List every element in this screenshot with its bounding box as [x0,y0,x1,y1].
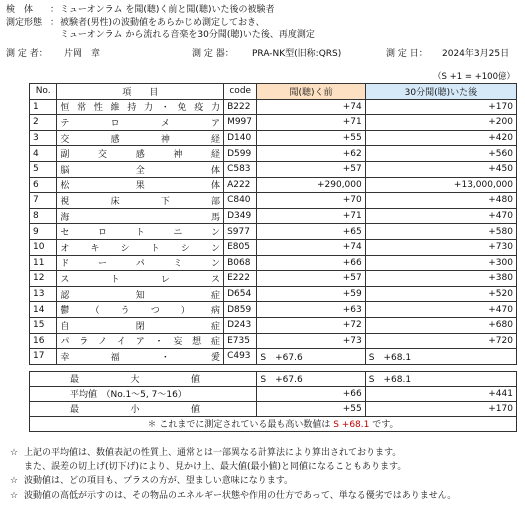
row-code: E805 [224,239,257,255]
table-row-17 [30,349,517,365]
row-item [57,99,224,115]
row-before: +63 [257,302,365,318]
row-before: +62 [257,146,365,162]
tester-name: 片岡 章 [64,49,101,59]
row-no: 7 [30,193,57,209]
table-row [30,333,517,349]
max-label: 最 大 値 [70,375,200,386]
max-label-cell [30,371,257,386]
table-row [30,224,517,240]
row-item-text: 副 交 感 神 経 [60,150,221,161]
row-item-text: 松 果 体 [60,181,221,192]
row-item [57,161,224,177]
min-row [30,401,517,416]
row-code: C840 [224,193,257,209]
row-no: 11 [30,255,57,271]
method-value: 被験者(男性)の波動値をあらかじめ測定しておき、 [60,18,265,28]
row-after: +470 [365,302,516,318]
row-before-value: +67.6 [275,352,303,363]
row-no: 14 [30,302,57,318]
table-row [30,271,517,287]
footnote-text: また、誤差の切上げ(切下げ)により、見かけ上、最大値(最小値)と同値になることもあります。 [24,462,407,472]
row-code: C493 [224,349,257,365]
row-item [57,271,224,287]
min-label: 最 小 値 [70,405,200,416]
star-icon: ☆ [10,448,19,458]
col-code: code [224,84,257,100]
row-item [57,224,224,240]
row-after: +380 [365,271,516,287]
avg-label: 平均値 （No.1～5, 7～16） [30,386,257,401]
row-item-text: ス ト レ ス [60,274,221,285]
min-before: +55 [257,401,365,416]
s-unit: S [260,375,267,386]
row-code: E735 [224,333,257,349]
row-before: +57 [257,271,365,287]
table-row [30,193,517,209]
footnote-1 [10,447,401,459]
row-after: +170 [365,99,516,115]
table-row [30,286,517,302]
row-no: 9 [30,224,57,240]
col-after: 30分聞(聴)いた後 [365,84,516,100]
row-item-text: 脳 全 体 [60,165,221,176]
device-label: 測 定 器： [192,49,234,59]
row-item-text: セ ロ ト ニ ン [60,228,221,239]
row-no: 17 [30,349,57,365]
note-suffix: です。 [372,420,399,431]
row-no: 8 [30,208,57,224]
table-row [30,239,517,255]
row-before: +290,000 [257,177,365,193]
row-after: +580 [365,224,516,240]
row-after: +520 [365,286,516,302]
note-row [30,416,517,431]
row-no: 1 [30,99,57,115]
row-before: +74 [257,239,365,255]
s-unit: S [260,352,267,363]
row-before [257,349,365,365]
results-table [29,83,517,432]
footnote-text: 波動値の高低が示すのは、その物品のエネルギー状態や作用の仕方であって、単なる優劣ではありません。 [24,491,457,501]
star-icon: ☆ [10,476,19,486]
s-unit: S [368,352,375,363]
row-no: 4 [30,146,57,162]
max-after [365,371,516,386]
min-after: +170 [365,401,516,416]
row-item-text: 海 馬 [60,212,221,223]
row-code: A222 [224,177,257,193]
row-before: +57 [257,161,365,177]
date-label: 測 定 日： [386,49,428,59]
max-before [257,371,365,386]
col-before: 聞(聴)く前 [257,84,365,100]
highest-note [30,416,517,431]
row-item-text: 自 閉 症 [60,321,221,332]
table-row [30,161,517,177]
row-item-text: 交 感 神 経 [60,134,221,145]
method-line-2 [6,30,315,41]
row-item-text: 幸 福 ・ 愛 [60,352,221,363]
row-item [57,146,224,162]
row-after: +560 [365,146,516,162]
table-row [30,146,517,162]
row-code: C583 [224,161,257,177]
max-before-value: +67.6 [275,375,303,386]
method-value-2: ミューオンラム から流れる音楽を30分聞(聴)いた後、再度測定 [60,30,315,40]
row-no: 15 [30,317,57,333]
row-code: S977 [224,224,257,240]
row-before: +66 [257,255,365,271]
row-before: +74 [257,99,365,115]
sample-line: 検 体 ：ミューオンラム を聞(聴)く前と聞(聴)いた後の被験者 [6,5,275,15]
row-code: M997 [224,115,257,131]
row-before: +70 [257,193,365,209]
table-row [30,302,517,318]
row-code: B068 [224,255,257,271]
table-header-row [30,84,517,100]
row-item [57,208,224,224]
row-before: +73 [257,333,365,349]
footnote-text: 波動値は、どの項目も、プラスの方が、望ましい意味になります。 [24,476,294,486]
row-item [57,317,224,333]
footnote-text: 上記の平均値は、数値表記の性質上、通常とは一部異なる計算法により算出されております。 [24,448,402,458]
col-item: 項 目 [57,84,224,100]
unit-note: （S +1 = +100億） [433,72,515,82]
row-after: +450 [365,161,516,177]
table-row [30,115,517,131]
row-item [57,286,224,302]
date-value: 2024年3月25日 [442,49,510,59]
note-value: S +68.1 [333,420,370,431]
row-before: +71 [257,115,365,131]
footnote-3 [10,475,293,487]
row-item [57,193,224,209]
row-code: E222 [224,271,257,287]
row-before: +71 [257,208,365,224]
min-label-cell [30,401,257,416]
row-after: +200 [365,115,516,131]
device-name: PRA-NK型(旧称:QRS) [252,49,342,59]
method-line: 測定形態 ：被験者(男性)の波動値をあらかじめ測定しておき、 [6,18,265,28]
table-gap [30,364,517,371]
col-no: No. [30,84,57,100]
row-before: +65 [257,224,365,240]
row-item [57,333,224,349]
max-after-value: +68.1 [383,375,412,386]
row-item-text: ド ー パ ミ ン [60,259,221,270]
sample-key: 検 体 [6,5,34,15]
row-item [57,349,224,365]
row-no: 10 [30,239,57,255]
row-before: +72 [257,317,365,333]
row-item [57,302,224,318]
table-row [30,255,517,271]
avg-after: +441 [365,386,516,401]
row-code: D859 [224,302,257,318]
row-before: +55 [257,130,365,146]
row-item-text: 認 知 症 [60,290,221,301]
s-unit: S [368,375,375,386]
row-code: D349 [224,208,257,224]
tester-label: 測 定 者： [6,49,48,59]
row-code: D599 [224,146,257,162]
row-item-text: 鬱 （ う つ ） 病 [60,306,221,317]
row-after: +13,000,000 [365,177,516,193]
row-after: +300 [365,255,516,271]
row-item-text: テ ロ メ ア [60,118,221,129]
row-no: 3 [30,130,57,146]
row-no: 5 [30,161,57,177]
row-item [57,115,224,131]
row-no: 12 [30,271,57,287]
table-row [30,130,517,146]
row-before: +59 [257,286,365,302]
footnote-2 [10,461,406,473]
row-after-value: +68.1 [383,352,412,363]
row-no: 16 [30,333,57,349]
row-after: +470 [365,208,516,224]
star-icon: ☆ [10,491,19,501]
row-code: D654 [224,286,257,302]
row-no: 13 [30,286,57,302]
table-row [30,177,517,193]
row-item [57,177,224,193]
table-row [30,208,517,224]
measurement-meta [6,46,518,58]
avg-row [30,386,517,401]
row-item-text: 恒 常 性 維 持 力 ・ 免 疫 力 [60,103,220,114]
table-row [30,99,517,115]
row-after [365,349,516,365]
avg-before: +66 [257,386,365,401]
row-code: D140 [224,130,257,146]
row-code: D243 [224,317,257,333]
row-code: B222 [224,99,257,115]
row-after: +730 [365,239,516,255]
row-item [57,255,224,271]
row-item [57,130,224,146]
row-after: +680 [365,317,516,333]
table-row [30,317,517,333]
footnote-4 [10,490,456,502]
row-no: 2 [30,115,57,131]
row-item-text: 視 床 下 部 [60,196,221,207]
row-item-text: パ ラ ノ イ ア ・ 妄 想 症 [60,337,221,348]
row-item [57,239,224,255]
row-after: +720 [365,333,516,349]
row-after: +420 [365,130,516,146]
method-key: 測定形態 [6,18,43,28]
row-item-text: オ キ シ ト シ ン [60,243,221,254]
row-no: 6 [30,177,57,193]
row-after: +480 [365,193,516,209]
sample-value: ミューオンラム を聞(聴)く前と聞(聴)いた後の被験者 [60,5,275,15]
note-prefix: ＊ これまでに測定されている最も高い数値は [147,420,331,431]
max-row [30,371,517,386]
